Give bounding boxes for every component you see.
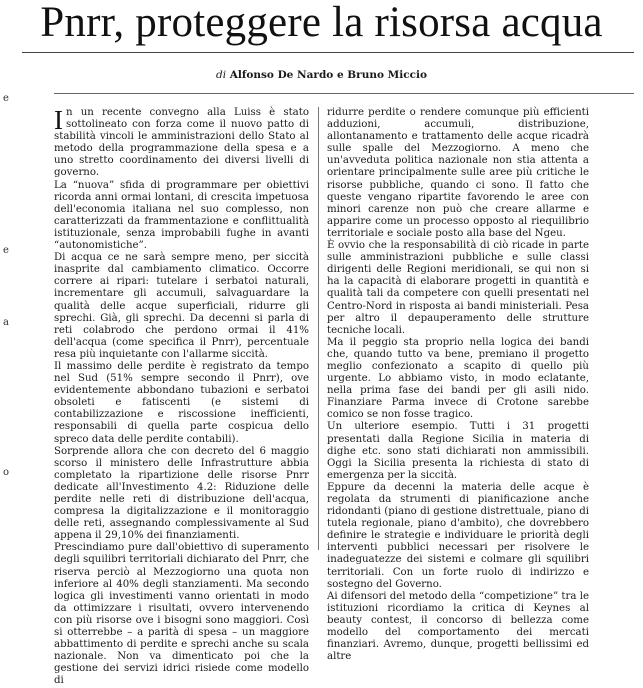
- article-paragraph: Di acqua ce ne sarà sempre meno, per siccità inasprite dal cambiamento climatico. Occorre correre ai ripari: tutelare i serbatoi naturali, incrementare gli accumuli, salvaguardare la qualità delle acque superficiali, ridurre gli sprechi. Già, gli sprechi. Da decenni si parla di reti colabrodo che perdono ormai il 41% dell'acqua (come specifica il Pnrr), percentuale resa più inquietante con l'allarme siccità.: [54, 252, 309, 360]
- headline-rule: [22, 52, 634, 53]
- byline-authors: Alfonso De Nardo e Bruno Miccio: [229, 69, 428, 81]
- drop-cap: I: [54, 105, 63, 135]
- article-paragraph: ridurre perdite o rendere comunque più efficienti adduzioni, accumuli, distribuzione, allontanamento e trattamento delle acque ricadrà sulle spalle del Mezzogiorno. A meno che un'avveduta politica nazionale non stia attenta a orientare principalmente sulle aree più critiche le risorse pubbliche, quando ci sono. Il fatto che queste vengano ripartite favorendo le aree con minori carenze non può che creare allarme e apparire come un processo opposto al riequilibrio territoriale e sociale posto alla base del Ngeu.: [327, 107, 589, 239]
- left-edge-fragments: [0, 0, 10, 550]
- column-divider: [318, 107, 319, 550]
- byline-rule: [54, 93, 634, 94]
- article-column-left: [54, 105, 309, 687]
- article-headline: Pnrr, proteggere la risorsa acqua: [40, 0, 603, 46]
- article-column-right: [327, 107, 589, 663]
- article-paragraph: Ai difensori del metodo della “competizione” tra le istituzioni ricordiamo la critica di Keynes al beauty contest, il concorso di bellezza come modello del comportamento dei mercati finanziari. Avremo, dunque, progetti bellissimi ed altre: [327, 590, 589, 663]
- article-paragraph: La “nuova” sfida di programmare per obiettivi ricorda anni ormai lontani, di crescita impetuosa dell'economia italiana nel suo complesso, non caratterizzati da frammentazione e conflittualità istituzionale, senza improbabili fughe in avanti “autonomistiche”.: [54, 179, 309, 252]
- edge-letter: e: [3, 245, 9, 256]
- edge-letter: e: [3, 93, 9, 104]
- byline: [0, 69, 643, 81]
- article-paragraph: In un recente convegno alla Luiss è stato sottolineato con forza come il nuovo patto di stabilità vincoli le amministrazioni dello Stato al metodo della programmazione della spesa e a uno stretto coordinamento dei diversi livelli di governo.: [54, 105, 309, 179]
- edge-letter: o: [3, 467, 10, 478]
- edge-letter: a: [3, 317, 9, 328]
- article-paragraph: Eppure da decenni la materia delle acque è regolata da strumenti di pianificazione anche ridondanti (piano di gestione distrettuale, piano di tutela regionale, piano d'ambito), che dovrebbero definire le strategie e individuare le priorità degli interventi pubblici necessari per risolvere le inadeguatezze dei sistemi e colmare gli squilibri territoriali. Con un forte ruolo di indirizzo e sostegno del Governo.: [327, 481, 589, 590]
- byline-prefix: di: [215, 69, 227, 81]
- article-paragraph: Il massimo delle perdite è registrato da tempo nel Sud (51% sempre secondo il Pnrr), ove evidentemente abbondano tubazioni e serbatoi obsoleti e fatiscenti (e sistemi di contabilizzazione e riscossione inefficienti, responsabili di quella parte cospicua dello spreco data delle perdite contabili).: [54, 360, 309, 445]
- article-paragraph: Ma il peggio sta proprio nella logica dei bandi che, quando tutto va bene, premiano il progetto meglio confezionato a scapito di quello più urgente. Lo abbiamo visto, in modo eclatante, nella prima fase dei bandi per gli asili nido. Finanziare Parma invece di Crotone sarebbe comico se non fosse tragico.: [327, 336, 589, 421]
- article-paragraph: Un ulteriore esempio. Tutti i 31 progetti presentati dalla Regione Sicilia in materia di dighe etc. sono stati dichiarati non ammissibili. Oggi la Sicilia presenta la richiesta di stato di emergenza per la siccità.: [327, 421, 589, 481]
- article-paragraph: Sorprende allora che con decreto del 6 maggio scorso il ministero delle Infrastrutture abbia completato la ripartizione delle risorse Pnrr dedicate all'Investimento 4.2: Riduzione delle perdite nelle reti di distribuzione dell'acqua, compresa la digitalizzazione e il monitoraggio delle reti, assegnando complessivamente al Sud appena il 29,10% dei finanziamenti.: [54, 445, 309, 542]
- article-paragraph: Prescindiamo pure dall'obiettivo di superamento degli squilibri territoriali dichiarato del Pnrr, che riserva perciò al Mezzogiorno una quota non inferiore al 40% degli stanziamenti. Ma secondo logica gli investimenti vanno orientati in modo da ottimizzare i risultati, ovvero intervenendo con più risorse ove i bisogni sono maggiori. Così si otterrebbe – a parità di spesa – un maggiore abbattimento di perdite e sprechi anche su scala nazionale. Non va dimenticato poi che la gestione dei servizi idrici risiede come modello di: [54, 542, 309, 687]
- article-paragraph: È ovvio che la responsabilità di ciò ricade in parte sulle amministrazioni pubbliche e sulle classi dirigenti delle Regioni meridionali, se qui non si ha la capacità di elaborare progetti in quantità e qualità tali da competere con quelli presentati nel Centro-Nord in risposta ai bandi ministeriali. Pesa per altro il depauperamento delle strutture tecniche locali.: [327, 240, 589, 336]
